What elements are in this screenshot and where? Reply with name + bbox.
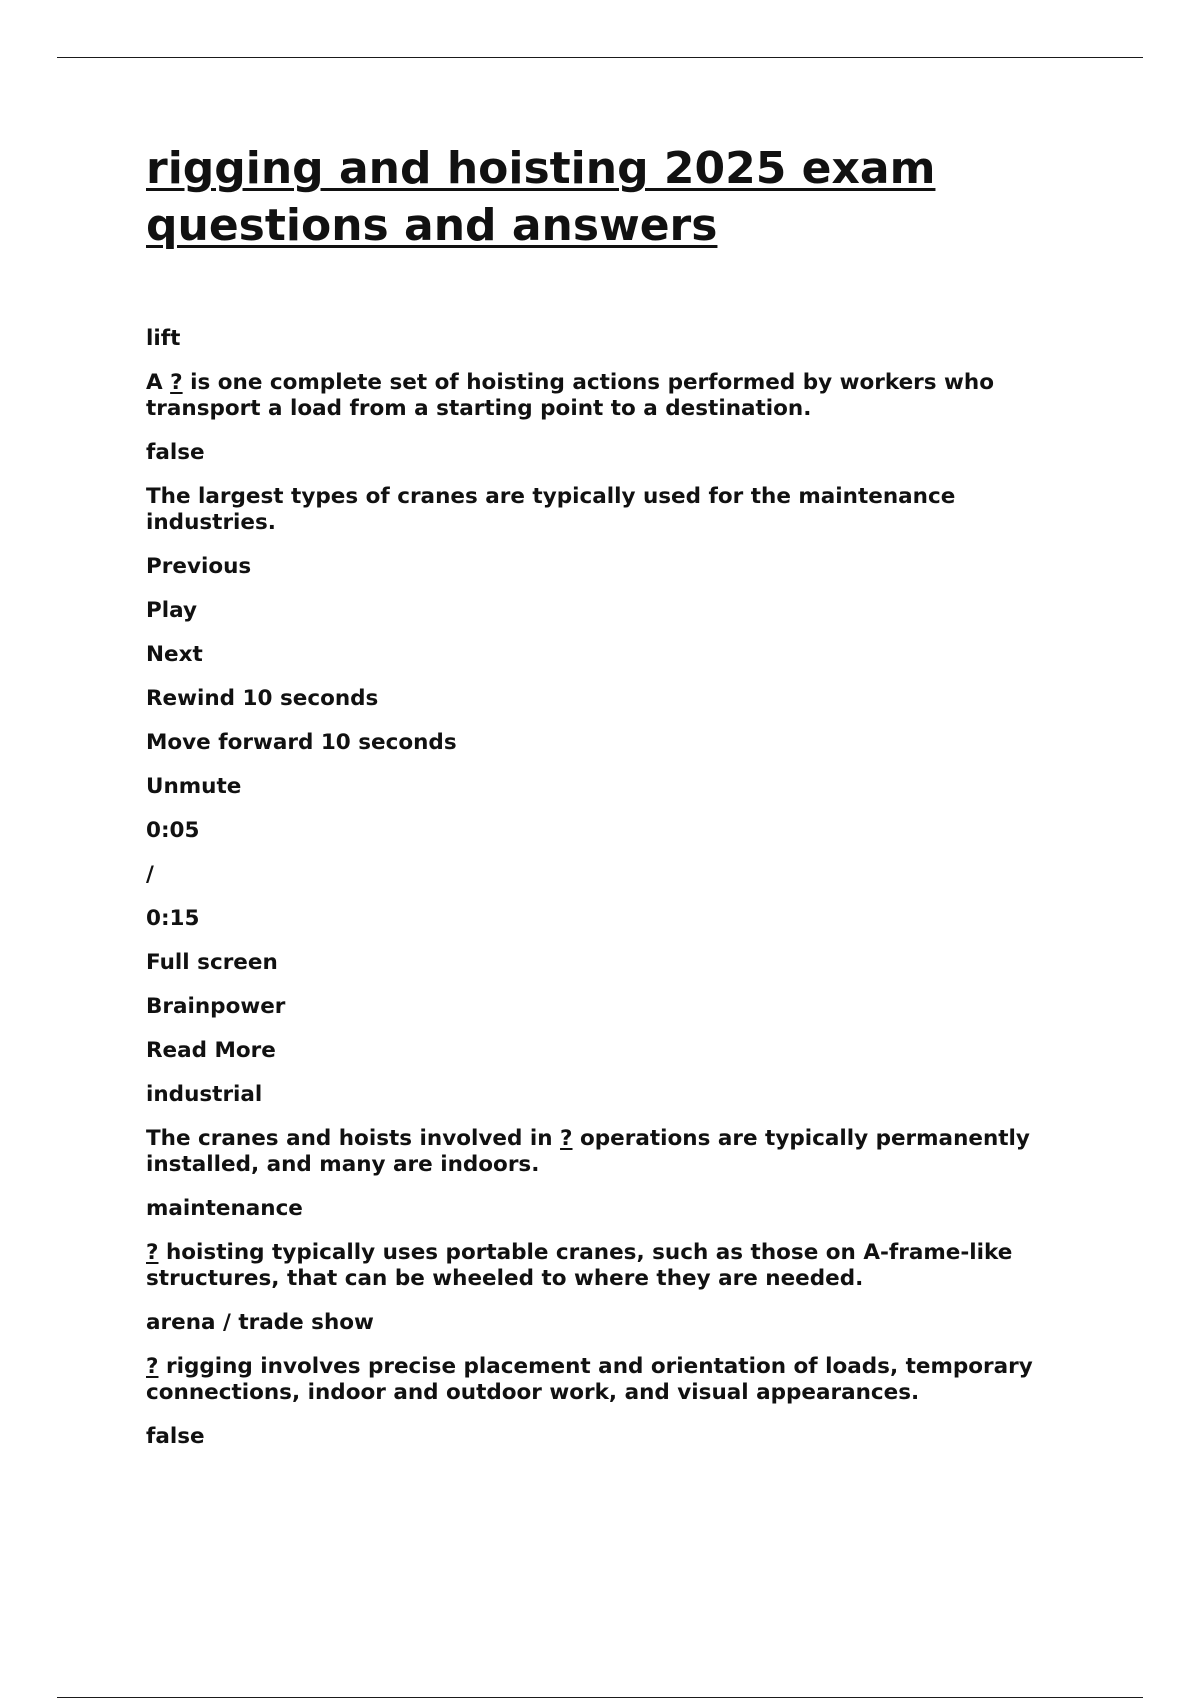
question-text-after: rigging involves precise placement and orientation of loads, temporary connections, indoor and outdoor work, and visual appearances. xyxy=(146,1354,1033,1405)
body-text: Brainpower xyxy=(146,994,286,1019)
question-text xyxy=(146,370,1086,422)
answer-text: false xyxy=(146,440,205,465)
body-text: Next xyxy=(146,642,203,667)
answer-text: lift xyxy=(146,326,181,351)
body-text: / xyxy=(146,862,154,887)
body-text: Unmute xyxy=(146,774,242,799)
blank-marker: ? xyxy=(146,1354,159,1379)
question-text xyxy=(146,1126,1086,1178)
question-text-before: The cranes and hoists involved in xyxy=(146,1126,561,1151)
body-text: 0:05 xyxy=(146,818,200,843)
blank-marker: ? xyxy=(146,1240,159,1265)
top-rule xyxy=(57,57,1143,58)
answer-text: industrial xyxy=(146,1082,263,1107)
question-text xyxy=(146,1240,1086,1292)
qa-list xyxy=(146,326,1086,1450)
question-text-before: A xyxy=(146,370,171,395)
body-text: Play xyxy=(146,598,197,623)
body-text: Full screen xyxy=(146,950,278,975)
question-text-after: is one complete set of hoisting actions performed by workers who transport a load from a starting point to a destination. xyxy=(146,370,994,421)
body-text: Move forward 10 seconds xyxy=(146,730,457,755)
body-text: Rewind 10 seconds xyxy=(146,686,379,711)
body-text: 0:15 xyxy=(146,906,200,931)
body-text: Previous xyxy=(146,554,252,579)
body-text: Read More xyxy=(146,1038,276,1063)
question-text-after: hoisting typically uses portable cranes, such as those on A-frame-like structures, that can be wheeled to where they are needed. xyxy=(146,1240,1013,1291)
document-body xyxy=(146,140,1086,1468)
body-text: The largest types of cranes are typically used for the maintenance industries. xyxy=(146,484,956,535)
question-text-after: operations are typically permanently installed, and many are indoors. xyxy=(146,1126,1030,1177)
bottom-rule xyxy=(57,1697,1143,1698)
answer-text: false xyxy=(146,1424,205,1449)
blank-marker: ? xyxy=(170,370,183,395)
answer-text: arena / trade show xyxy=(146,1310,374,1335)
answer-text: maintenance xyxy=(146,1196,303,1221)
document-title: rigging and hoisting 2025 exam questions and answers xyxy=(146,143,936,251)
question-text xyxy=(146,1354,1086,1406)
blank-marker: ? xyxy=(560,1126,573,1151)
